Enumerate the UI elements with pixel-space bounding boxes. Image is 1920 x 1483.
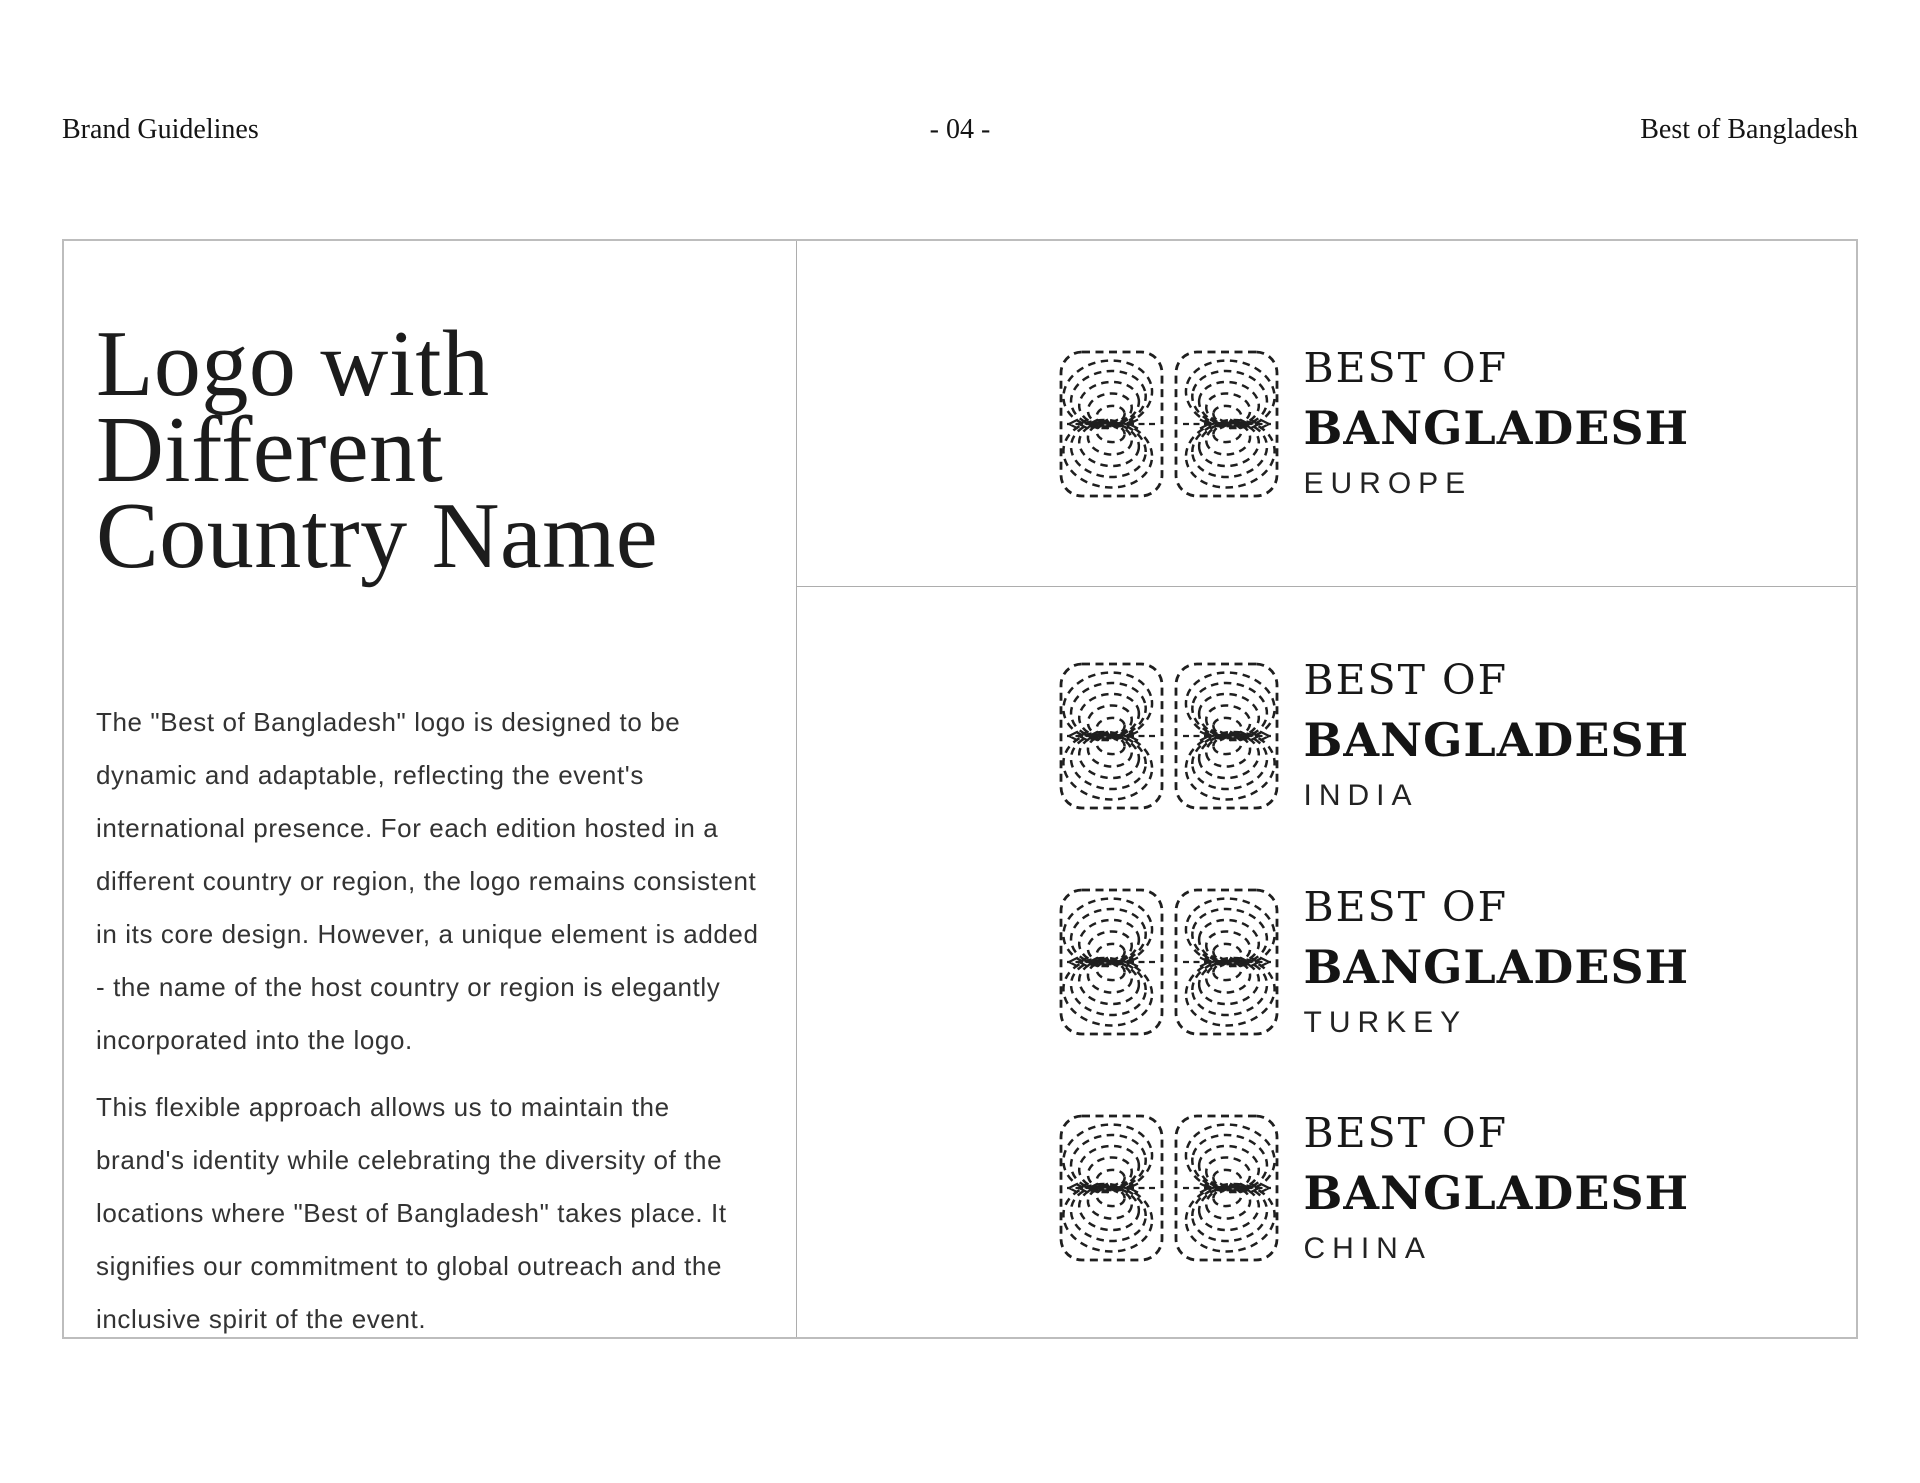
bob-monogram-dashed-stitch-icon bbox=[1058, 349, 1280, 499]
guidelines-frame bbox=[62, 239, 1858, 1339]
country-label: EUROPE bbox=[1303, 467, 1473, 500]
country-label: INDIA bbox=[1303, 779, 1419, 813]
text-line: different country or region, the logo remains consistent bbox=[96, 866, 757, 896]
text-line: locations where "Best of Bangladesh" takes place. It bbox=[96, 1198, 727, 1228]
wordmark-line2: BANGLADESH bbox=[1303, 939, 1690, 994]
page-title-line: Different bbox=[96, 398, 444, 502]
wordmark-line2: BANGLADESH bbox=[1303, 713, 1690, 768]
page-title-line: Country Name bbox=[96, 484, 659, 588]
logo-lockup bbox=[1058, 344, 1690, 501]
logo-row-china bbox=[1058, 1108, 1690, 1266]
logo-wordmark bbox=[1304, 346, 1690, 501]
logo-row-turkey bbox=[1058, 882, 1690, 1040]
wordmark-line1: BEST OF bbox=[1303, 1108, 1509, 1157]
country-label: CHINA bbox=[1303, 1231, 1432, 1265]
page-header bbox=[62, 0, 1858, 150]
logo-wordmark bbox=[1303, 882, 1690, 1040]
logo-wordmark bbox=[1303, 1108, 1690, 1266]
text-line: The "Best of Bangladesh" logo is designed to be bbox=[96, 707, 681, 737]
wordmark-line2: BANGLADESH bbox=[1303, 401, 1690, 455]
paragraph-2 bbox=[96, 1081, 778, 1346]
logo-wordmark bbox=[1304, 658, 1690, 813]
bob-monogram-dashed-stitch-icon bbox=[1058, 661, 1280, 811]
text-line: inclusive spirit of the event. bbox=[96, 1304, 427, 1334]
header-brand-name: Best of Bangladesh bbox=[1640, 114, 1858, 145]
text-line: - the name of the host country or region is elegantly bbox=[96, 972, 721, 1002]
text-line: dynamic and adaptable, reflecting the event's bbox=[96, 760, 644, 790]
logo-rows-bottom bbox=[797, 587, 1856, 1337]
text-line: in its core design. However, a unique element is added bbox=[96, 919, 759, 949]
text-line: brand's identity while celebrating the diversity of the bbox=[96, 1145, 723, 1175]
wordmark-line2: BANGLADESH bbox=[1303, 1165, 1690, 1220]
country-label: TURKEY bbox=[1303, 1005, 1468, 1039]
page-number: - 04 - bbox=[929, 114, 991, 145]
text-line: international presence. For each edition hosted in a bbox=[96, 813, 719, 843]
page-title bbox=[96, 312, 778, 588]
text-line: This flexible approach allows us to maintain the bbox=[96, 1092, 670, 1122]
text-line: incorporated into the logo. bbox=[96, 1025, 413, 1055]
bob-monogram-dashed-stitch-icon bbox=[1058, 887, 1280, 1037]
right-panel bbox=[797, 241, 1856, 1337]
text-line: signifies our commitment to global outreach and the bbox=[96, 1251, 723, 1281]
paragraph-1 bbox=[96, 696, 778, 1067]
left-panel bbox=[64, 241, 797, 1337]
bob-monogram-dashed-stitch-icon bbox=[1058, 1113, 1280, 1263]
wordmark-line1: BEST OF bbox=[1303, 344, 1509, 392]
logo-row-europe bbox=[797, 241, 1856, 587]
wordmark-line1: BEST OF bbox=[1303, 882, 1509, 931]
page-title-line: Logo with bbox=[96, 312, 490, 416]
logo-row-india bbox=[1058, 656, 1690, 813]
header-document-title: Brand Guidelines bbox=[62, 114, 259, 145]
wordmark-line1: BEST OF bbox=[1303, 656, 1509, 705]
body-copy bbox=[96, 696, 778, 1346]
